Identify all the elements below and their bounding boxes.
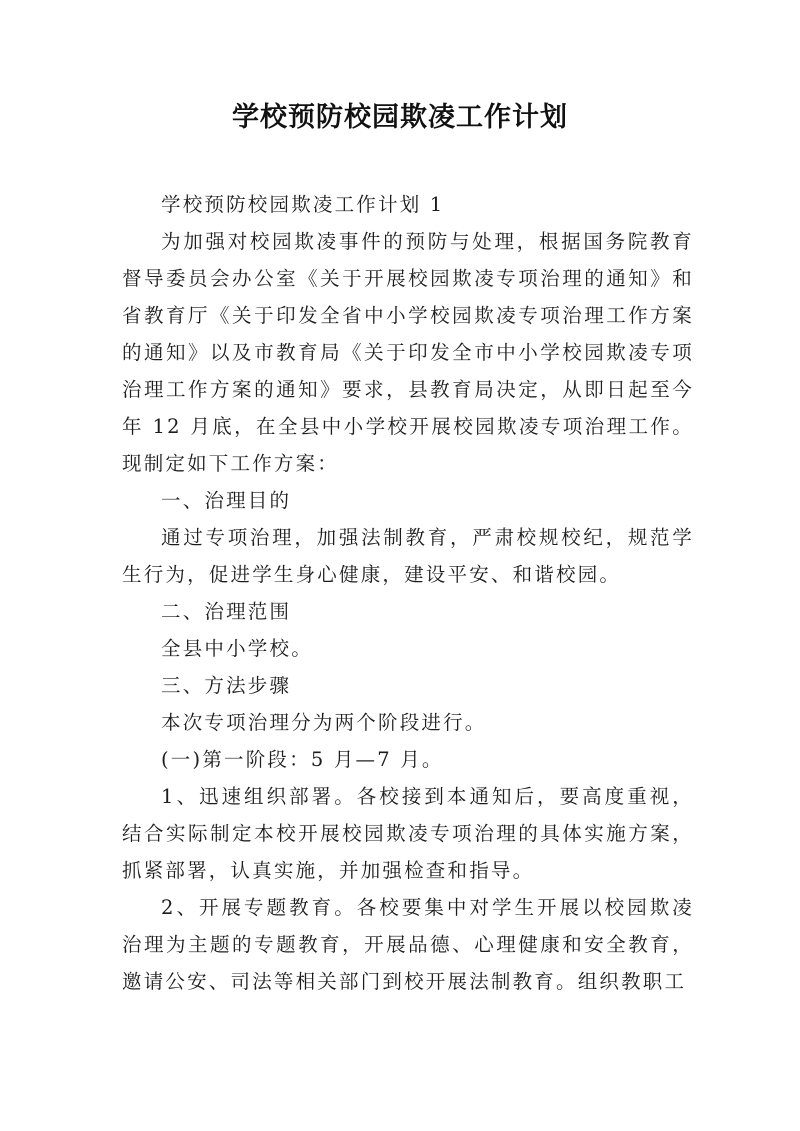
paragraph-steps-intro: 本次专项治理分为两个阶段进行。 — [161, 711, 487, 734]
paragraph-scope: 全县中小学校。 — [161, 637, 313, 660]
document-title: 学校预防校园欺凌工作计划 — [232, 102, 568, 133]
paragraph-item-1: 1、迅速组织部署。各校接到本通知后，要高度重视，结合实际制定本校开展校园欺凌专项治理的具体实施方案，抓紧部署，认真实施，并加强检查和指导。 — [122, 785, 694, 882]
paragraph-purpose: 通过专项治理，加强法制教育，严肃校规校纪，规范学生行为，促进学生身心健康，建设平安、和谐校园。 — [122, 526, 694, 586]
section-heading-purpose: 一、治理目的 — [161, 489, 292, 512]
document-body — [122, 186, 694, 1000]
paragraph-phase-one: (一)第一阶段：5 月—7 月。 — [161, 748, 444, 771]
section-heading-steps: 三、方法步骤 — [161, 674, 292, 697]
paragraph-subtitle: 学校预防校园欺凌工作计划 1 — [161, 193, 445, 216]
paragraph-item-2: 2、开展专题教育。各校要集中对学生开展以校园欺凌治理为主题的专题教育，开展品德、心理健康和安全教育，邀请公安、司法等相关部门到校开展法制教育。组织教职工 — [122, 896, 694, 993]
section-heading-scope: 二、治理范围 — [161, 600, 292, 623]
paragraph-intro: 为加强对校园欺凌事件的预防与处理，根据国务院教育督导委员会办公室《关于开展校园欺凌专项治理的通知》和省教育厅《关于印发全省中小学校园欺凌专项治理工作方案的通知》以及市教育局《关于印发全市中小学校园欺凌专项治理工作方案的通知》要求，县教育局决定，从即日起至今年 12 月底，在全县中小学校开展校园欺凌专项治理工作。现制定如下工作方案： — [122, 230, 694, 475]
